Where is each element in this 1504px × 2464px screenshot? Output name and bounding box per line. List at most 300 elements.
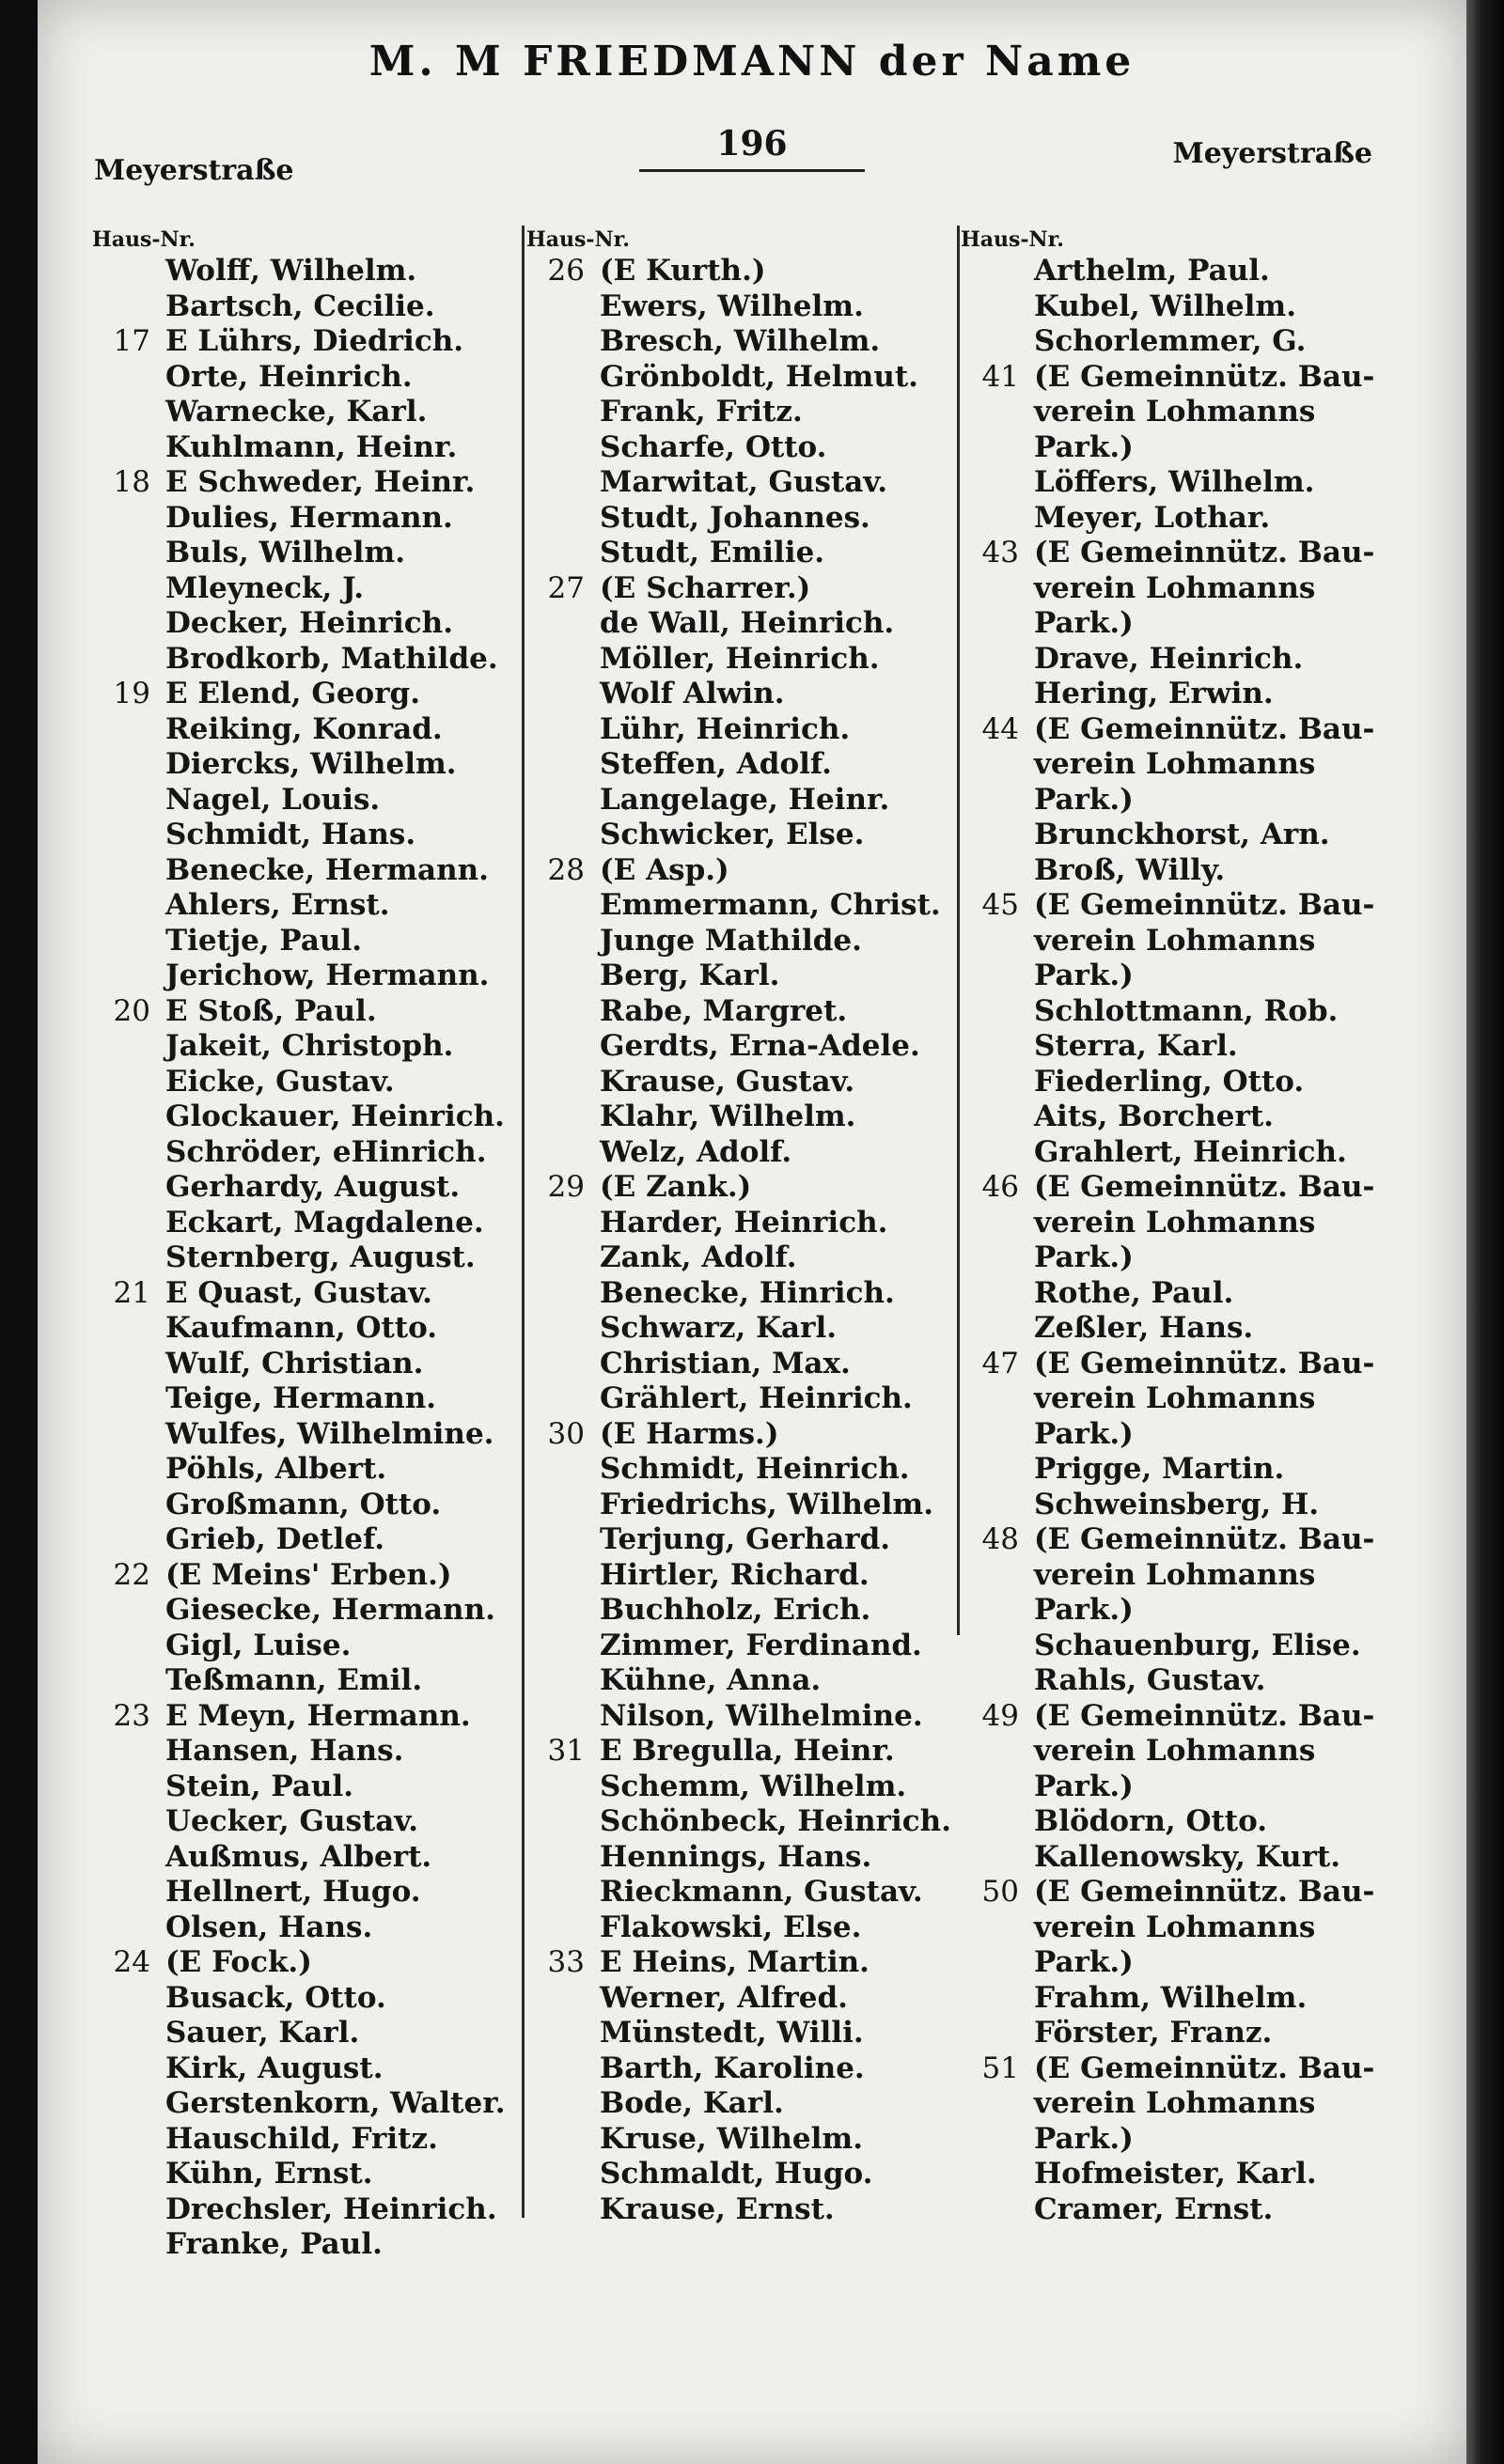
resident-line xyxy=(92,2192,562,2228)
resident-name: Olsen, Hans. xyxy=(165,1910,373,1944)
resident-name: E Lührs, Diedrich. xyxy=(165,324,464,358)
resident-name: Gigl, Luise. xyxy=(165,1628,352,1662)
resident-name: Rieckmann, Gustav. xyxy=(600,1875,923,1909)
resident-line xyxy=(92,395,562,430)
resident-name: Gerhardy, August. xyxy=(165,1170,461,1204)
resident-line xyxy=(92,747,562,783)
resident-line xyxy=(526,1452,978,1488)
resident-line xyxy=(526,747,978,783)
resident-line xyxy=(961,1311,1449,1347)
resident-name: Park.) xyxy=(1034,1240,1134,1274)
resident-name: Stein, Paul. xyxy=(165,1769,354,1803)
resident-name: Blödorn, Otto. xyxy=(1034,1804,1268,1838)
resident-name: Kubel, Wilhelm. xyxy=(1034,289,1297,323)
resident-line xyxy=(961,1629,1449,1664)
resident-name: Bode, Karl. xyxy=(600,2086,784,2120)
resident-name: Junge Mathilde. xyxy=(600,923,862,958)
resident-line xyxy=(526,465,978,501)
street-name-right: Meyerstraße xyxy=(1172,137,1372,170)
resident-line xyxy=(92,1488,562,1523)
resident-name: Grönboldt, Helmut. xyxy=(600,359,918,394)
resident-line xyxy=(961,2016,1449,2051)
resident-name: Emmermann, Christ. xyxy=(600,888,941,922)
resident-name: Reiking, Konrad. xyxy=(165,711,443,746)
house-number: 28 xyxy=(547,852,585,887)
resident-name: Hennings, Hans. xyxy=(600,1839,872,1874)
resident-name: Studt, Johannes. xyxy=(600,500,870,535)
resident-name: Wulfes, Wilhelmine. xyxy=(165,1416,494,1451)
resident-name: Schauenburg, Elise. xyxy=(1034,1628,1361,1662)
resident-name: Hering, Erwin. xyxy=(1034,677,1274,710)
house-number: 18 xyxy=(113,465,150,499)
resident-name: Drave, Heinrich. xyxy=(1034,641,1304,676)
resident-name: (E Gemeinnütz. Bau- xyxy=(1034,711,1375,746)
resident-name: Studt, Emilie. xyxy=(600,536,825,569)
entry-list xyxy=(526,254,978,2227)
resident-line xyxy=(961,606,1449,642)
resident-name: Krause, Gustav. xyxy=(600,1064,855,1099)
resident-name: Park.) xyxy=(1034,959,1134,992)
resident-line xyxy=(961,324,1449,360)
house-entry-line xyxy=(961,888,1449,924)
resident-line xyxy=(961,959,1449,994)
resident-line xyxy=(961,924,1449,959)
house-entry-line xyxy=(92,465,562,501)
resident-line xyxy=(526,1875,978,1910)
resident-line xyxy=(961,501,1449,537)
resident-name: Grieb, Detlef. xyxy=(165,1522,385,1556)
house-entry-line xyxy=(961,360,1449,396)
resident-line xyxy=(92,1170,562,1206)
house-number: 22 xyxy=(113,1557,150,1592)
resident-line xyxy=(92,1770,562,1805)
house-entry-line xyxy=(92,1276,562,1312)
resident-name: Marwitat, Gustav. xyxy=(600,465,888,499)
resident-line xyxy=(526,2086,978,2122)
entry-list xyxy=(961,254,1449,2227)
resident-line xyxy=(961,1029,1449,1065)
house-number: 51 xyxy=(981,2051,1019,2085)
resident-name: Teige, Hermann. xyxy=(165,1381,437,1415)
resident-line xyxy=(526,1840,978,1876)
resident-name: Pöhls, Albert. xyxy=(165,1452,387,1486)
house-entry-line xyxy=(526,571,978,607)
resident-name: Gerdts, Erna-Adele. xyxy=(600,1029,920,1063)
resident-line xyxy=(961,1381,1449,1417)
resident-name: Prigge, Martin. xyxy=(1034,1452,1285,1486)
house-number: 50 xyxy=(981,1875,1019,1909)
resident-line xyxy=(526,1311,978,1347)
resident-line xyxy=(92,1206,562,1241)
resident-name: Kirk, August. xyxy=(165,2051,384,2085)
resident-name: (E Zank.) xyxy=(600,1170,752,1204)
resident-line xyxy=(961,1065,1449,1100)
resident-name: (E Asp.) xyxy=(600,852,729,887)
resident-name: Schweinsberg, H. xyxy=(1034,1487,1320,1521)
house-number: 48 xyxy=(981,1522,1019,1556)
resident-line xyxy=(961,853,1449,889)
resident-name: (E Gemeinnütz. Bau- xyxy=(1034,1170,1375,1204)
resident-name: Park.) xyxy=(1034,429,1134,464)
house-number: 26 xyxy=(547,254,585,288)
resident-name: (E Gemeinnütz. Bau- xyxy=(1034,1522,1375,1556)
resident-name: Arthelm, Paul. xyxy=(1034,254,1270,288)
resident-name: Möller, Heinrich. xyxy=(600,641,880,676)
resident-name: Zimmer, Ferdinand. xyxy=(600,1628,922,1662)
resident-name: Park.) xyxy=(1034,782,1134,817)
resident-name: (E Gemeinnütz. Bau- xyxy=(1034,1698,1375,1733)
resident-name: Busack, Otto. xyxy=(165,1980,386,2015)
resident-name: verein Lohmanns xyxy=(1034,2086,1316,2120)
resident-name: (E Gemeinnütz. Bau- xyxy=(1034,359,1375,394)
resident-line xyxy=(92,642,562,678)
resident-name: Steffen, Adolf. xyxy=(600,747,832,781)
resident-name: Flakowski, Else. xyxy=(600,1910,862,1944)
resident-line xyxy=(92,501,562,537)
resident-name: (E Harms.) xyxy=(600,1416,779,1451)
resident-line xyxy=(961,1276,1449,1312)
resident-name: Hansen, Hans. xyxy=(165,1734,404,1768)
resident-line xyxy=(92,430,562,466)
resident-line xyxy=(961,1240,1449,1276)
resident-name: Hellnert, Hugo. xyxy=(165,1875,421,1909)
resident-line xyxy=(92,1734,562,1770)
resident-name: (E Gemeinnütz. Bau- xyxy=(1034,2051,1375,2085)
resident-line xyxy=(92,2086,562,2122)
resident-line xyxy=(961,818,1449,853)
resident-name: Schmaldt, Hugo. xyxy=(600,2157,873,2191)
resident-line xyxy=(92,289,562,325)
resident-name: Scharfe, Otto. xyxy=(600,429,827,464)
resident-name: Hofmeister, Karl. xyxy=(1034,2157,1317,2191)
house-number: 41 xyxy=(981,359,1019,394)
resident-name: Glockauer, Heinrich. xyxy=(165,1099,505,1133)
resident-line xyxy=(961,1945,1449,1981)
house-number: 24 xyxy=(113,1945,150,1979)
resident-line xyxy=(92,1065,562,1100)
resident-line xyxy=(92,1311,562,1347)
house-number: 31 xyxy=(547,1734,585,1768)
resident-name: Schönbeck, Heinrich. xyxy=(600,1804,951,1838)
resident-line xyxy=(961,571,1449,607)
resident-name: Buchholz, Erich. xyxy=(600,1593,871,1627)
resident-name: Schlottmann, Rob. xyxy=(1034,993,1339,1028)
resident-line xyxy=(526,324,978,360)
resident-name: Decker, Heinrich. xyxy=(165,606,453,640)
house-number: 44 xyxy=(981,711,1019,746)
resident-name: Dulies, Hermann. xyxy=(165,500,453,535)
resident-line xyxy=(526,1981,978,2017)
resident-name: (E Gemeinnütz. Bau- xyxy=(1034,1875,1375,1909)
resident-name: Schröder, eHinrich. xyxy=(165,1134,487,1169)
resident-line xyxy=(92,360,562,396)
resident-line xyxy=(526,888,978,924)
resident-name: Diercks, Wilhelm. xyxy=(165,747,457,781)
resident-line xyxy=(92,924,562,959)
house-number: 23 xyxy=(113,1698,150,1733)
resident-line xyxy=(961,994,1449,1030)
resident-line xyxy=(526,1240,978,1276)
house-number-heading: Haus-Nr. xyxy=(526,227,630,252)
resident-line xyxy=(526,994,978,1030)
resident-name: Rahls, Gustav. xyxy=(1034,1663,1266,1697)
page-number: 196 xyxy=(639,124,865,172)
entry-list xyxy=(92,254,562,2263)
resident-line xyxy=(526,1488,978,1523)
resident-name: Welz, Adolf. xyxy=(600,1134,792,1169)
resident-line xyxy=(92,783,562,819)
resident-line xyxy=(92,818,562,853)
resident-name: Sauer, Karl. xyxy=(165,2016,360,2050)
resident-name: Franke, Paul. xyxy=(165,2227,383,2261)
resident-line xyxy=(526,430,978,466)
resident-name: Schmidt, Hans. xyxy=(165,818,416,851)
page-title: M. M FRIEDMANN der Name xyxy=(368,38,1136,86)
resident-name: Meyer, Lothar. xyxy=(1034,500,1271,535)
resident-line xyxy=(92,1629,562,1664)
resident-name: Schorlemmer, G. xyxy=(1034,324,1307,358)
resident-name: Großmann, Otto. xyxy=(165,1487,442,1521)
resident-name: (E Gemeinnütz. Bau- xyxy=(1034,1346,1375,1380)
resident-line xyxy=(526,2157,978,2192)
resident-name: Förster, Franz. xyxy=(1034,2016,1273,2050)
resident-name: Nagel, Louis. xyxy=(165,782,381,817)
resident-line xyxy=(92,254,562,289)
resident-name: E Bregulla, Heinr. xyxy=(600,1734,895,1768)
resident-name: de Wall, Heinrich. xyxy=(600,606,895,640)
resident-name: Grählert, Heinrich. xyxy=(600,1381,913,1415)
resident-name: (E Meins' Erben.) xyxy=(165,1557,452,1592)
street-name-left: Meyerstraße xyxy=(94,154,294,187)
resident-name: verein Lohmanns xyxy=(1034,1205,1316,1240)
resident-name: Grahlert, Heinrich. xyxy=(1034,1134,1347,1169)
resident-name: Park.) xyxy=(1034,1416,1134,1451)
resident-name: (E Gemeinnütz. Bau- xyxy=(1034,536,1375,569)
house-entry-line xyxy=(526,853,978,889)
resident-name: Park.) xyxy=(1034,1945,1134,1979)
resident-line xyxy=(526,1381,978,1417)
resident-line xyxy=(92,1840,562,1876)
resident-name: Schwicker, Else. xyxy=(600,818,865,851)
house-entry-line xyxy=(961,1170,1449,1206)
resident-name: Friedrichs, Wilhelm. xyxy=(600,1487,933,1521)
resident-line xyxy=(961,1981,1449,2017)
resident-name: (E Gemeinnütz. Bau- xyxy=(1034,888,1375,922)
resident-line xyxy=(92,959,562,994)
resident-name: (E Fock.) xyxy=(165,1945,312,1979)
resident-line xyxy=(526,2051,978,2087)
house-entry-line xyxy=(961,1699,1449,1735)
house-entry-line xyxy=(526,1170,978,1206)
resident-name: Tietje, Paul. xyxy=(165,923,363,958)
resident-line xyxy=(526,924,978,959)
resident-line xyxy=(961,1910,1449,1946)
resident-line xyxy=(961,430,1449,466)
resident-name: Benecke, Hinrich. xyxy=(600,1275,895,1310)
resident-name: Cramer, Ernst. xyxy=(1034,2191,1274,2226)
resident-line xyxy=(92,606,562,642)
house-entry-line xyxy=(526,1734,978,1770)
resident-name: Eckart, Magdalene. xyxy=(165,1205,484,1240)
resident-line xyxy=(92,1099,562,1135)
resident-line xyxy=(92,2227,562,2263)
resident-line xyxy=(526,783,978,819)
resident-name: Barth, Karoline. xyxy=(600,2051,865,2085)
resident-name: (E Kurth.) xyxy=(600,254,766,288)
resident-name: Schmidt, Heinrich. xyxy=(600,1452,910,1486)
resident-line xyxy=(92,1522,562,1558)
resident-line xyxy=(92,1240,562,1276)
resident-name: Schemm, Wilhelm. xyxy=(600,1769,907,1803)
house-entry-line xyxy=(961,1875,1449,1910)
resident-line xyxy=(526,712,978,748)
resident-name: Wulf, Christian. xyxy=(165,1346,424,1380)
resident-name: Uecker, Gustav. xyxy=(165,1804,419,1838)
resident-name: Langelage, Heinr. xyxy=(600,782,890,817)
resident-line xyxy=(961,395,1449,430)
resident-line xyxy=(961,1734,1449,1770)
house-entry-line xyxy=(92,1558,562,1594)
resident-line xyxy=(92,1875,562,1910)
resident-line xyxy=(961,1099,1449,1135)
resident-line xyxy=(961,1206,1449,1241)
house-number: 21 xyxy=(113,1275,150,1310)
resident-line xyxy=(961,1663,1449,1699)
resident-name: Frank, Fritz. xyxy=(600,395,803,429)
resident-name: Werner, Alfred. xyxy=(600,1980,848,2015)
resident-line xyxy=(92,1347,562,1382)
resident-name: verein Lohmanns xyxy=(1034,395,1316,429)
resident-name: verein Lohmanns xyxy=(1034,1557,1316,1592)
resident-name: E Stoß, Paul. xyxy=(165,993,377,1028)
resident-name: Kuhlmann, Heinr. xyxy=(165,429,458,464)
resident-line xyxy=(92,536,562,571)
resident-line xyxy=(961,783,1449,819)
house-entry-line xyxy=(526,1417,978,1453)
resident-line xyxy=(961,1488,1449,1523)
directory-column-1 xyxy=(92,226,562,2263)
resident-name: Zeßler, Hans. xyxy=(1034,1311,1254,1345)
resident-name: Zank, Adolf. xyxy=(600,1240,797,1274)
resident-line xyxy=(526,1699,978,1735)
directory-page xyxy=(38,0,1466,2464)
resident-name: Ahlers, Ernst. xyxy=(165,888,390,922)
resident-name: Hirtler, Richard. xyxy=(600,1557,870,1592)
resident-line xyxy=(92,712,562,748)
resident-name: Giesecke, Hermann. xyxy=(165,1593,495,1627)
house-number: 33 xyxy=(547,1945,585,1979)
resident-name: Hauschild, Fritz. xyxy=(165,2121,438,2156)
resident-name: Jerichow, Hermann. xyxy=(165,959,490,992)
resident-name: Wolf Alwin. xyxy=(600,677,785,710)
resident-line xyxy=(526,289,978,325)
resident-line xyxy=(526,1593,978,1629)
resident-line xyxy=(92,2122,562,2158)
resident-line xyxy=(526,1629,978,1664)
resident-name: Christian, Max. xyxy=(600,1346,851,1380)
resident-line xyxy=(961,677,1449,712)
resident-line xyxy=(92,1910,562,1946)
house-number: 30 xyxy=(547,1416,585,1451)
resident-name: Lühr, Heinrich. xyxy=(600,711,851,746)
resident-name: Frahm, Wilhelm. xyxy=(1034,1980,1308,2015)
resident-line xyxy=(961,289,1449,325)
resident-line xyxy=(92,1417,562,1453)
resident-line xyxy=(526,1804,978,1840)
resident-line xyxy=(526,677,978,712)
house-entry-line xyxy=(92,1699,562,1735)
resident-name: Park.) xyxy=(1034,1769,1134,1803)
resident-line xyxy=(526,1910,978,1946)
house-number: 17 xyxy=(113,324,150,358)
resident-name: Harder, Heinrich. xyxy=(600,1205,888,1240)
resident-line xyxy=(526,818,978,853)
resident-name: Drechsler, Heinrich. xyxy=(165,2191,497,2226)
resident-name: verein Lohmanns xyxy=(1034,1910,1316,1944)
resident-name: E Heins, Martin. xyxy=(600,1945,870,1979)
house-number: 29 xyxy=(547,1170,585,1204)
resident-line xyxy=(961,254,1449,289)
resident-line xyxy=(961,2192,1449,2228)
resident-name: Kallenowsky, Kurt. xyxy=(1034,1839,1341,1874)
house-number: 27 xyxy=(547,570,585,605)
house-number: 47 xyxy=(981,1346,1019,1380)
resident-line xyxy=(961,1558,1449,1594)
house-entry-line xyxy=(92,994,562,1030)
resident-line xyxy=(526,1276,978,1312)
resident-name: (E Scharrer.) xyxy=(600,570,811,605)
resident-name: Berg, Karl. xyxy=(600,959,780,992)
house-entry-line xyxy=(961,712,1449,748)
resident-line xyxy=(92,1593,562,1629)
resident-line xyxy=(92,2016,562,2051)
resident-line xyxy=(92,2051,562,2087)
resident-name: verein Lohmanns xyxy=(1034,923,1316,958)
resident-line xyxy=(961,1135,1449,1171)
house-number-heading: Haus-Nr. xyxy=(92,227,196,252)
house-number: 20 xyxy=(113,993,150,1028)
resident-line xyxy=(961,2122,1449,2158)
resident-name: Münstedt, Willi. xyxy=(600,2016,864,2050)
resident-name: verein Lohmanns xyxy=(1034,1381,1316,1415)
resident-line xyxy=(961,1593,1449,1629)
resident-line xyxy=(961,642,1449,678)
resident-line xyxy=(961,2086,1449,2122)
resident-name: Aits, Borchert. xyxy=(1034,1099,1274,1133)
house-number: 49 xyxy=(981,1698,1019,1733)
resident-name: Terjung, Gerhard. xyxy=(600,1522,891,1556)
resident-line xyxy=(92,888,562,924)
resident-name: Krause, Ernst. xyxy=(600,2191,835,2226)
resident-name: E Meyn, Hermann. xyxy=(165,1698,471,1733)
resident-name: Rabe, Margret. xyxy=(600,993,848,1028)
resident-line xyxy=(961,1840,1449,1876)
house-number: 19 xyxy=(113,677,150,710)
resident-line xyxy=(961,1417,1449,1453)
resident-name: Sterra, Karl. xyxy=(1034,1029,1238,1063)
resident-line xyxy=(526,1770,978,1805)
resident-line xyxy=(92,571,562,607)
resident-line xyxy=(526,1135,978,1171)
resident-line xyxy=(526,1347,978,1382)
resident-name: Wolff, Wilhelm. xyxy=(165,254,417,288)
house-number-heading: Haus-Nr. xyxy=(961,227,1064,252)
resident-line xyxy=(526,642,978,678)
resident-line xyxy=(526,1558,978,1594)
resident-line xyxy=(92,1135,562,1171)
resident-name: Nilson, Wilhelmine. xyxy=(600,1698,923,1733)
house-entry-line xyxy=(92,677,562,712)
